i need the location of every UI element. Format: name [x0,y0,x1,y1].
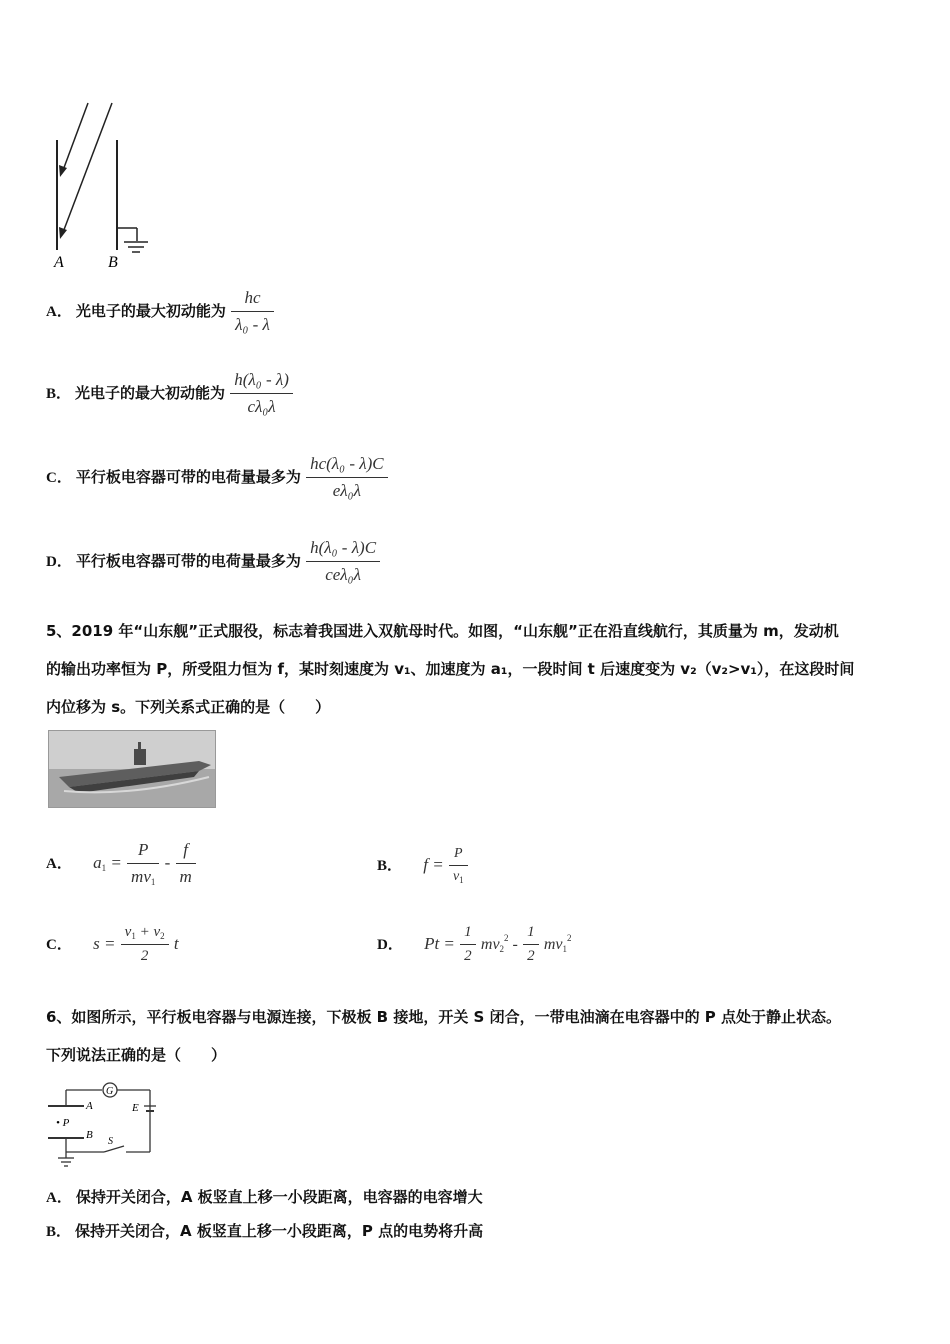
switch-label: S [108,1136,113,1147]
q6-stem: 6、如图所示，平行板电容器与电源连接，下极板 B 接地，开关 S 闭合，一带电油滴在电容器中的 P 点处于静止状态。 下列说法正确的是（ ） [46,1008,842,1064]
plate-a-label: A [54,254,64,271]
photoelectric-figure [40,95,160,275]
q4-option-b-formula: $\frac{\text{h(λ₀ - λ)}}{\text{cλ₀λ}}$ [230,370,293,417]
plate-b-circuit-label: B [86,1129,93,1141]
q4-option-d[interactable]: D． 平行板电容器可带的电荷量最多为 $\frac{\text{h(λ₀ - λ)C}}{\text{ceλ₀λ}}$ [46,538,380,585]
q5-option-b[interactable]: B． f = $\frac{P}{v_1}$ [377,846,468,885]
q5-option-c[interactable]: C． s = $\frac{v_1 + v_2}{2}$ t [46,924,179,964]
q5-stem: 5、2019 年“山东舰”正式服役，标志着我国进入双航母时代。如图，“山东舰”正在沿直线航行，其质量为 m，发动机 的输出功率恒为 P，所受阻力恒为 f，某时刻速度为 v₁、加速度为 a₁，一段时间 t 后速度变为 v₂（v₂>v₁），在这段时间 内位移为 s。下列关系式正确的是（ ） [46,622,855,716]
capacitor-circuit-figure [44,1078,164,1170]
plate-a-circuit-label: A [86,1100,93,1112]
aircraft-carrier-photo [48,730,216,808]
q5-option-d[interactable]: D． Pt = $\frac{1}{2}$ $mv_2^2$ - $\frac{1}{2}$ $mv_1^2$ [377,924,572,964]
q4-option-c[interactable]: C． 平行板电容器可带的电荷量最多为 $\frac{\text{hc(λ₀ - λ)C}}{\text{eλ₀λ}}$ [46,454,388,501]
point-p-label: • P [56,1117,70,1129]
q5-option-a[interactable]: A． $a_1$ = $\frac{P}{mv_1}$ - $\frac{f}{m}$ [46,840,196,887]
q6-option-a[interactable]: A． 保持开关闭合，A 板竖直上移一小段距离，电容器的电容增大 [46,1188,483,1206]
battery-label: E [132,1102,139,1114]
galvanometer-label: G [106,1086,114,1097]
q4-option-d-formula: $\frac{\text{h(λ₀ - λ)C}}{\text{ceλ₀λ}}$ [306,538,380,585]
plate-b-label: B [108,254,118,271]
q6-option-b[interactable]: B． 保持开关闭合，A 板竖直上移一小段距离，P 点的电势将升高 [46,1222,484,1240]
q4-option-a-formula: $\frac{hc}{\text{λ₀ - λ}}$ [231,288,274,335]
q4-option-a[interactable]: A． 光电子的最大初动能为 $\frac{hc}{\text{λ₀ - λ}}$ [46,288,274,335]
q4-option-b[interactable]: B． 光电子的最大初动能为 $\frac{\text{h(λ₀ - λ)}}{\text{cλ₀λ}}$ [46,370,293,417]
q4-option-c-formula: $\frac{\text{hc(λ₀ - λ)C}}{\text{eλ₀λ}}$ [306,454,388,501]
